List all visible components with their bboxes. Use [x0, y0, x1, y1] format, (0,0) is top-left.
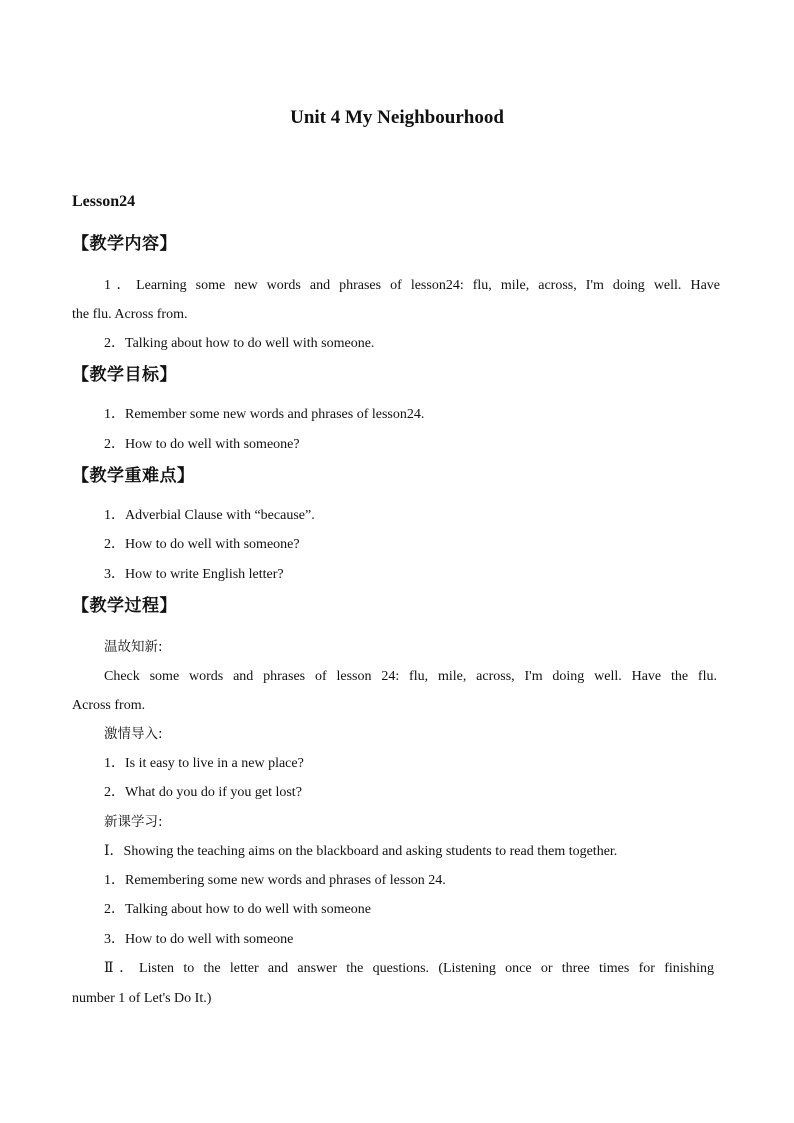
step-1-item-1: 1．Remembering some new words and phrases of lesson 24.: [104, 873, 446, 888]
step-1-item-2: 2．Talking about how to do well with someone: [104, 902, 371, 917]
review-line-1: Check some words and phrases of lesson 24: flu, mile, across, I'm doing well. Have the flu.: [104, 669, 717, 684]
intro-question-1: 1．Is it easy to live in a new place?: [104, 756, 304, 771]
intro-question-2: 2．What do you do if you get lost?: [104, 785, 302, 800]
review-line-2: Across from.: [72, 698, 146, 713]
intro-label: 激情导入:: [104, 726, 163, 742]
section-heading-goals: 【教学目标】: [72, 365, 177, 385]
content-item-1-line-2: the flu. Across from.: [72, 307, 188, 322]
review-label: 温故知新:: [104, 639, 163, 655]
key-points-item-3: 3．How to write English letter?: [104, 567, 284, 582]
section-heading-process: 【教学过程】: [72, 596, 177, 616]
content-item-1-line-1: 1．Learning some new words and phrases of lesson24: flu, mile, across, I'm doing well. Have: [104, 278, 720, 293]
key-points-item-1: 1．Adverbial Clause with “because”.: [104, 508, 315, 523]
key-points-item-2: 2．How to do well with someone?: [104, 537, 300, 552]
content-item-2: 2．Talking about how to do well with someone.: [104, 336, 375, 351]
step-1-item-3: 3．How to do well with someone: [104, 932, 294, 947]
lesson-label: Lesson24: [72, 193, 136, 210]
section-heading-key-points: 【教学重难点】: [72, 466, 195, 486]
step-2-line-2: number 1 of Let's Do It.): [72, 991, 212, 1006]
step-1: Ⅰ．Showing the teaching aims on the blackboard and asking students to read them together.: [104, 844, 618, 859]
step-2-line-1: Ⅱ．Listen to the letter and answer the questions. (Listening once or three times for finishing: [104, 961, 714, 976]
document-title: Unit 4 My Neighbourhood: [290, 107, 504, 128]
new-lesson-label: 新课学习:: [104, 814, 163, 830]
goals-item-2: 2．How to do well with someone?: [104, 437, 300, 452]
goals-item-1: 1．Remember some new words and phrases of lesson24.: [104, 407, 425, 422]
section-heading-content: 【教学内容】: [72, 234, 177, 254]
